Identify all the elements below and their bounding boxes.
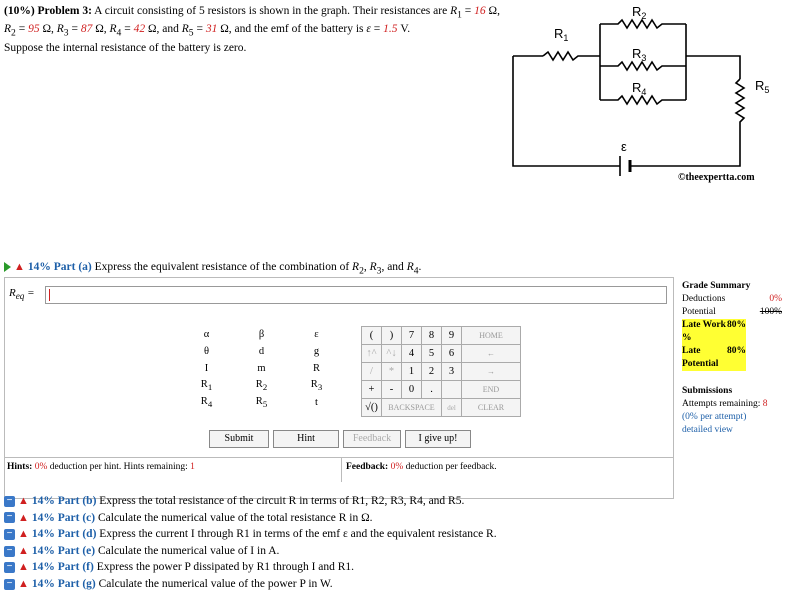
per-attempt: (0% per attempt) bbox=[682, 412, 747, 422]
key-r5[interactable]: $R_5$ bbox=[255, 395, 268, 410]
grade-title: Grade Summary bbox=[682, 281, 751, 291]
r4-label: $R_4$ bbox=[632, 80, 647, 97]
key-end[interactable]: END bbox=[462, 381, 521, 399]
key-blank bbox=[442, 381, 462, 399]
key-1[interactable]: 1 bbox=[402, 363, 422, 381]
key-r1[interactable]: $R_1$ bbox=[200, 378, 213, 393]
key-alpha[interactable]: α bbox=[203, 329, 210, 340]
key-epsilon[interactable]: ε bbox=[314, 329, 319, 340]
r3-label: $R_3$ bbox=[632, 46, 647, 63]
part-a-header[interactable]: ▲ 14% Part (a) Express the equivalent resistance of the combination of $R_2$, $R_3$, and $R_4$. bbox=[4, 261, 421, 276]
detailed-view-link[interactable]: detailed view bbox=[682, 425, 733, 435]
part-row[interactable] bbox=[4, 561, 354, 573]
attempts-row: Attempts remaining: 8 bbox=[682, 399, 768, 409]
key-r2[interactable]: $R_2$ bbox=[255, 378, 268, 393]
circuit-credit: ©theexpertta.com bbox=[678, 172, 755, 183]
key-theta[interactable]: θ bbox=[203, 346, 210, 357]
circuit-diagram bbox=[508, 4, 778, 184]
collapse-icon[interactable]: − bbox=[4, 496, 15, 507]
r2-label: $R_2$ bbox=[632, 4, 647, 21]
feedback-pct: 0% bbox=[390, 462, 404, 472]
key-7[interactable]: 7 bbox=[402, 327, 422, 345]
part-a-label: 14% Part (a) bbox=[27, 261, 92, 273]
key-d[interactable]: d bbox=[258, 346, 265, 357]
emf-value: 1.5 bbox=[383, 23, 398, 36]
part-row[interactable] bbox=[4, 512, 373, 524]
answer-input[interactable] bbox=[45, 286, 667, 304]
numeric-keypad bbox=[361, 326, 521, 417]
r1-value: 16 bbox=[474, 5, 486, 17]
key-beta[interactable]: β bbox=[258, 329, 265, 340]
problem-statement: (10%) Problem 3: A circuit consisting of 5 resistors is shown in the graph. Their resistances are $R_1 = 16$ Ω, $R_2 = 95$ Ω, $R_3 = 87$ Ω, $R_4 = 42$ Ω, and $R_5 = 31$ Ω, and the emf of the battery is ε = 1.5 V. Suppose the internal resistance of the battery is zero. bbox=[4, 5, 500, 54]
part-label: 14% Part (e) bbox=[31, 544, 98, 557]
part-label: 14% Part (g) bbox=[31, 578, 99, 590]
part-label: 14% Part (d) bbox=[31, 528, 100, 541]
feedback-rest: deduction per feedback. bbox=[405, 462, 497, 472]
collapse-icon[interactable]: − bbox=[4, 512, 15, 523]
symbol-keypad bbox=[179, 326, 344, 411]
key-t[interactable]: t bbox=[315, 397, 318, 408]
warning-icon: ▲ bbox=[18, 528, 29, 541]
expand-triangle-icon[interactable] bbox=[4, 262, 11, 272]
hints-info bbox=[7, 462, 195, 472]
key-4[interactable]: 4 bbox=[402, 345, 422, 363]
part-text: Express the total resistance of the circuit R in terms of R1, R2, R3, R4, and R5. bbox=[99, 495, 465, 507]
potential-row: Potential 100% bbox=[682, 307, 782, 317]
r1-label: $R_1$ bbox=[554, 26, 569, 43]
warning-icon: ▲ bbox=[18, 495, 29, 507]
key-r[interactable]: R bbox=[312, 363, 320, 374]
hints-feedback-bar bbox=[5, 457, 673, 472]
key-open-paren[interactable]: ( bbox=[362, 327, 382, 345]
give-up-button[interactable]: I give up! bbox=[405, 430, 471, 448]
feedback-label: Feedback: bbox=[346, 462, 389, 472]
key-sqrt[interactable]: √() bbox=[362, 399, 382, 417]
feedback-info bbox=[341, 458, 497, 482]
key-6[interactable]: 6 bbox=[442, 345, 462, 363]
part-text: Calculate the numerical value of the total resistance R in Ω. bbox=[98, 511, 373, 524]
key-minus[interactable]: - bbox=[382, 381, 402, 399]
key-del[interactable]: del bbox=[442, 399, 462, 417]
part-a-panel bbox=[4, 277, 674, 499]
warning-icon: ▲ bbox=[18, 578, 29, 590]
submissions-title: Submissions bbox=[682, 386, 733, 396]
warning-icon: ▲ bbox=[18, 511, 29, 524]
hints-label: Hints: bbox=[7, 462, 33, 472]
part-text: Calculate the numerical value of the power P in W. bbox=[98, 578, 333, 590]
hints-rest: deduction per hint. Hints remaining: bbox=[49, 462, 188, 472]
part-text: Express the power P dissipated by R1 through I and R1. bbox=[96, 561, 355, 574]
key-home[interactable]: HOME bbox=[462, 327, 521, 345]
late-work-row: Late Work % 80% bbox=[682, 320, 746, 343]
part-label: 14% Part (f) bbox=[31, 561, 97, 574]
part-row[interactable] bbox=[4, 578, 333, 590]
warning-icon: ▲ bbox=[18, 544, 29, 557]
part-text: Calculate the numerical value of I in A. bbox=[98, 544, 280, 557]
part-label: 14% Part (c) bbox=[31, 511, 98, 524]
key-5[interactable]: 5 bbox=[422, 345, 442, 363]
part-row[interactable] bbox=[4, 495, 464, 507]
problem-header: (10%) Problem 3: bbox=[4, 5, 92, 17]
warning-icon: ▲ bbox=[18, 561, 29, 574]
part-text: Express the current I through R1 in terms of the emf ε and the equivalent resistance R. bbox=[99, 528, 497, 541]
key-left-arrow[interactable]: ← bbox=[462, 345, 521, 363]
collapse-icon[interactable]: − bbox=[4, 546, 15, 557]
key-r3[interactable]: $R_3$ bbox=[310, 378, 323, 393]
r4-value: 42 bbox=[133, 23, 146, 36]
grade-summary bbox=[682, 280, 782, 437]
key-9[interactable]: 9 bbox=[442, 327, 462, 345]
deductions-row: Deductions 0% bbox=[682, 294, 782, 304]
key-subscript[interactable]: ^↓ bbox=[382, 345, 402, 363]
r5-label: $R_5$ bbox=[755, 78, 770, 95]
collapse-icon[interactable]: − bbox=[4, 579, 15, 590]
key-plus[interactable]: + bbox=[362, 381, 382, 399]
key-2[interactable]: 2 bbox=[422, 363, 442, 381]
key-right-arrow[interactable]: → bbox=[462, 363, 521, 381]
part-row[interactable] bbox=[4, 528, 497, 540]
key-3[interactable]: 3 bbox=[442, 363, 462, 381]
submit-button[interactable]: Submit bbox=[209, 430, 269, 448]
feedback-button[interactable]: Feedback bbox=[343, 430, 401, 448]
key-superscript[interactable]: ↑^ bbox=[362, 345, 382, 363]
key-0[interactable]: 0 bbox=[402, 381, 422, 399]
key-divide[interactable]: / bbox=[362, 363, 382, 381]
collapse-icon[interactable]: − bbox=[4, 562, 15, 573]
part-label: 14% Part (b) bbox=[31, 495, 100, 507]
answer-label: $R_{eq}$ = bbox=[9, 287, 35, 302]
key-backspace[interactable]: BACKSPACE bbox=[382, 399, 442, 417]
problem-last-line: Suppose the internal resistance of the battery is zero. bbox=[4, 41, 247, 54]
part-row[interactable] bbox=[4, 545, 279, 557]
key-8[interactable]: 8 bbox=[422, 327, 442, 345]
key-multiply[interactable]: * bbox=[382, 363, 402, 381]
key-close-paren[interactable]: ) bbox=[382, 327, 402, 345]
key-i[interactable]: I bbox=[204, 363, 209, 374]
warning-icon: ▲ bbox=[14, 261, 25, 273]
key-clear[interactable]: CLEAR bbox=[462, 399, 521, 417]
key-decimal[interactable]: . bbox=[422, 381, 442, 399]
late-potential-row: Late Potential 80% bbox=[682, 346, 746, 369]
r3-value: 87 bbox=[80, 23, 93, 36]
r5-value: 31 bbox=[205, 23, 218, 36]
text-cursor bbox=[49, 289, 50, 301]
hints-pct: 0% bbox=[34, 462, 48, 472]
hint-button[interactable]: Hint bbox=[273, 430, 339, 448]
key-r4[interactable]: $R_4$ bbox=[200, 395, 213, 410]
hints-remaining: 1 bbox=[190, 462, 195, 472]
collapse-icon[interactable]: − bbox=[4, 529, 15, 540]
key-g[interactable]: g bbox=[313, 346, 320, 357]
r2-value: 95 bbox=[28, 23, 40, 36]
key-m[interactable]: m bbox=[257, 363, 266, 374]
emf-label: ε bbox=[621, 139, 627, 154]
